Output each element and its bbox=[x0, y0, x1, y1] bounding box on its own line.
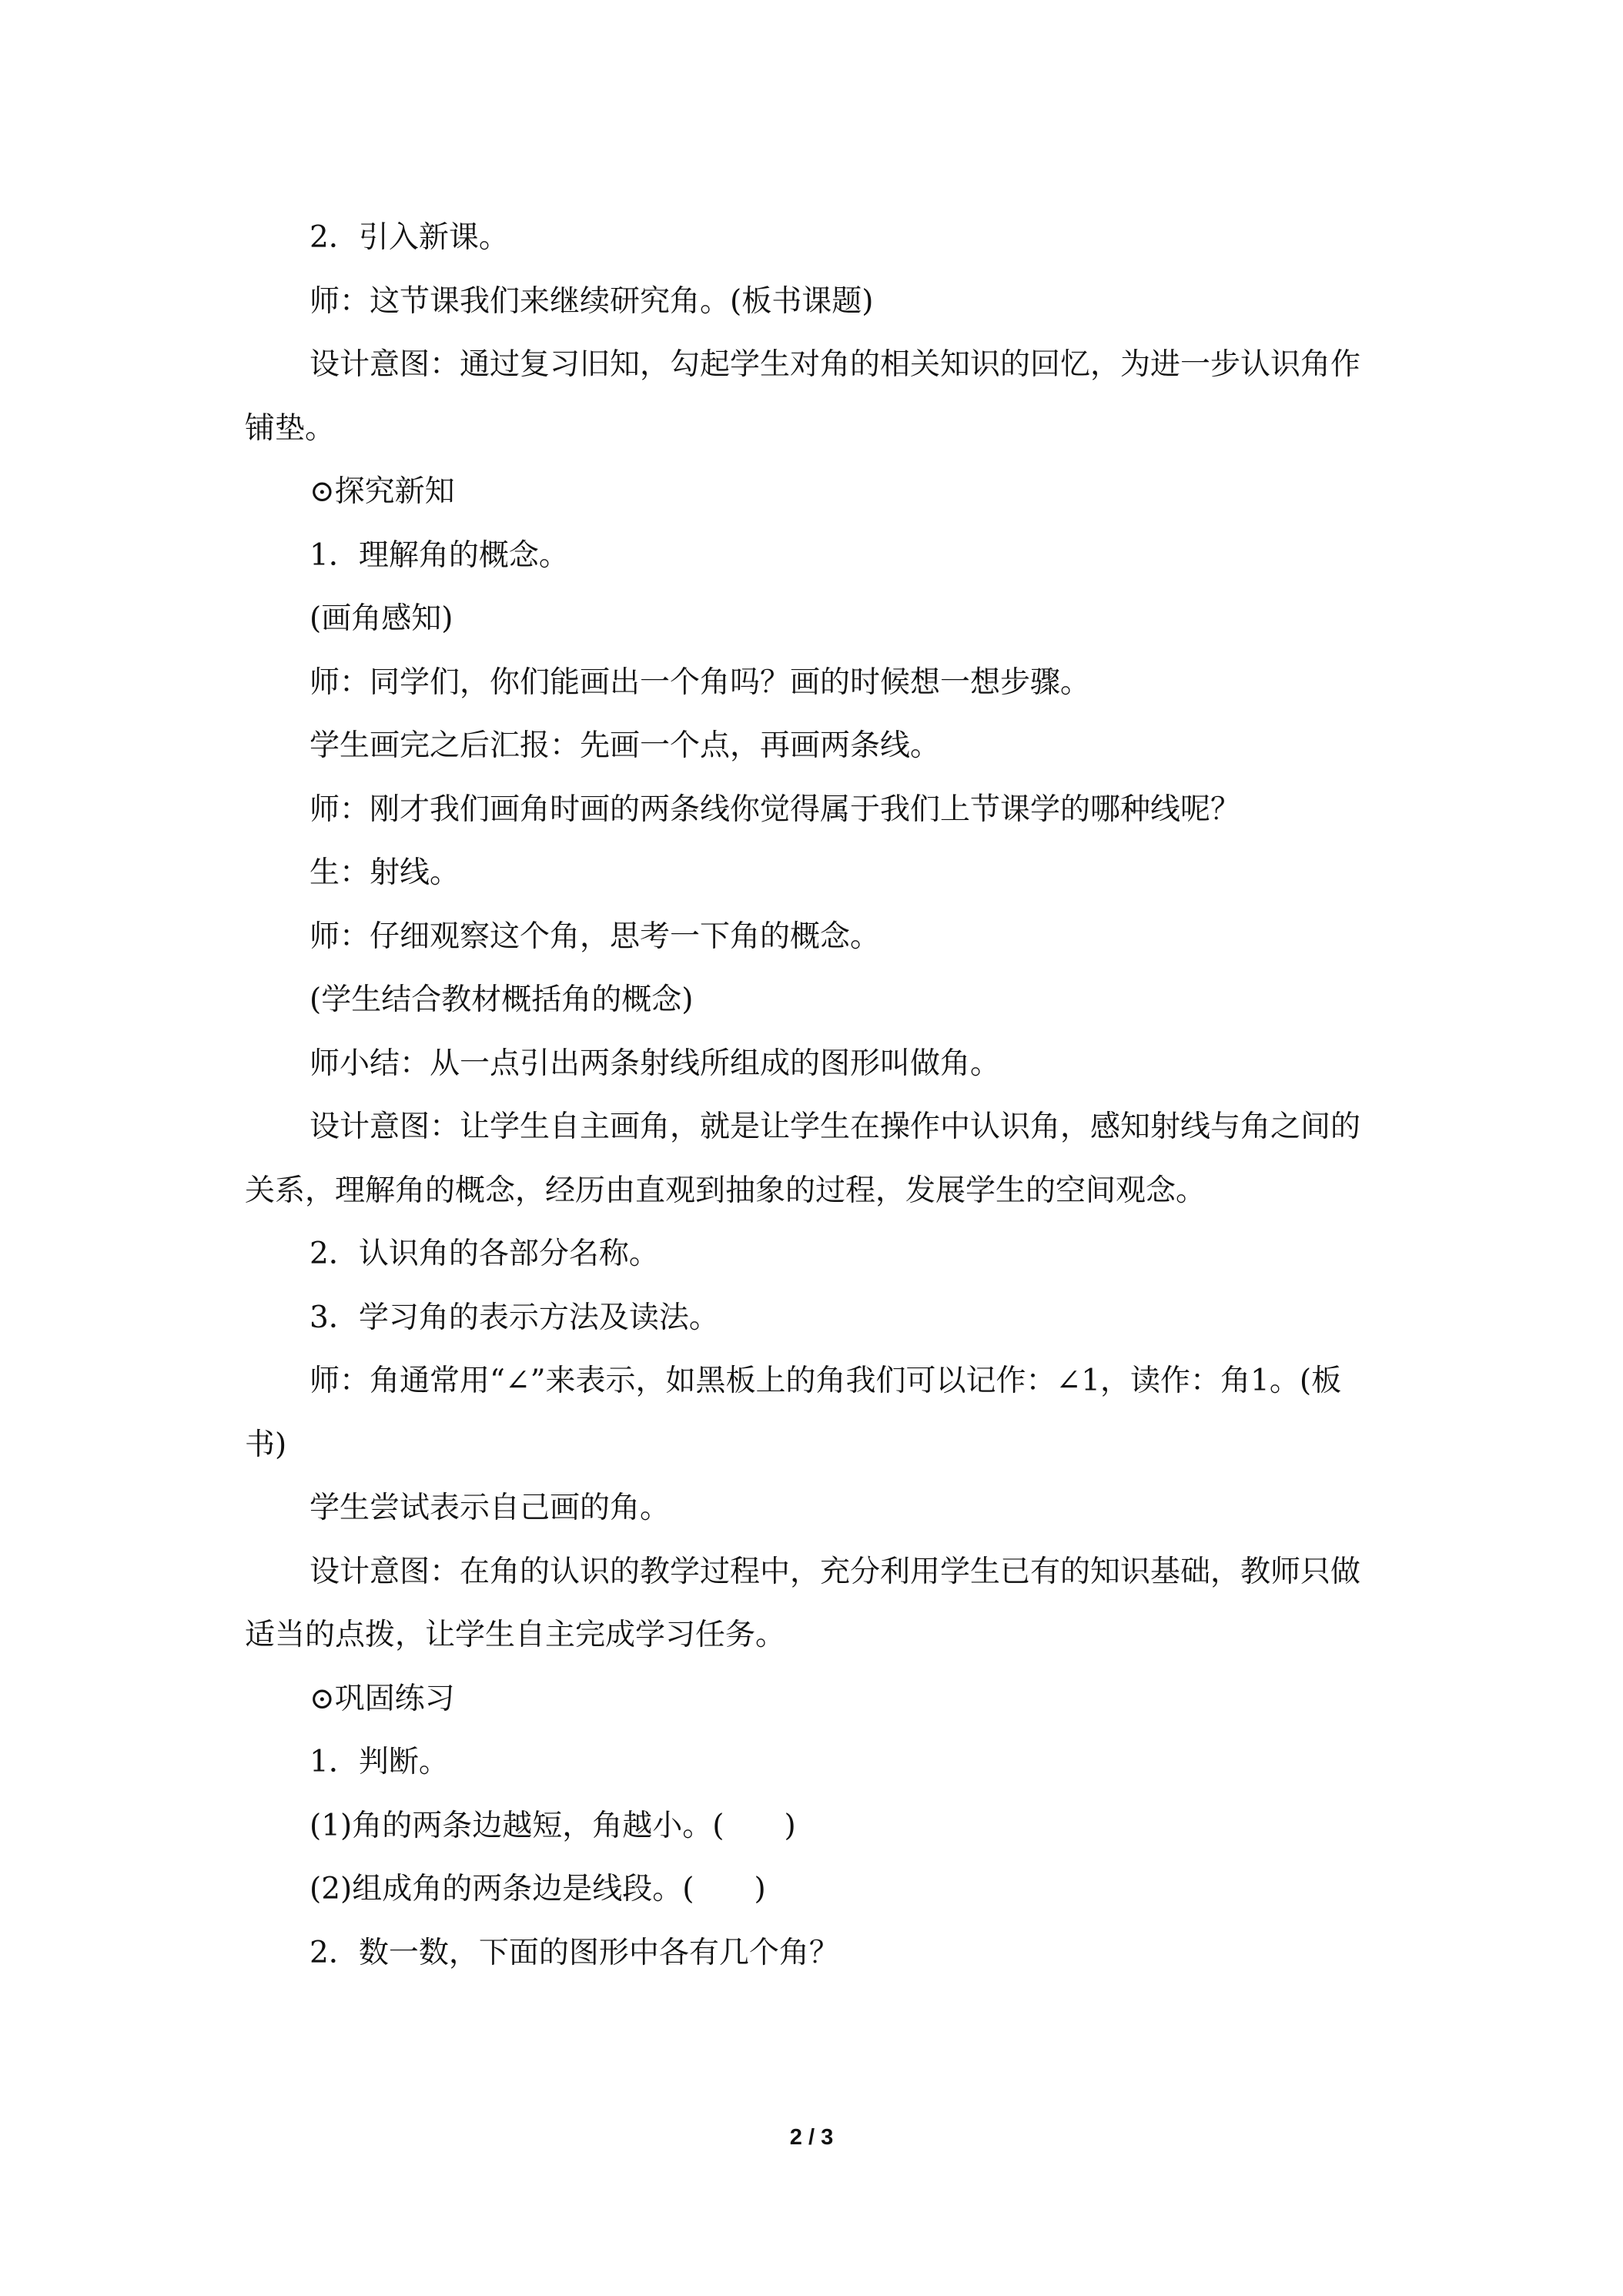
paragraph: 1．理解角的概念。 bbox=[310, 537, 569, 573]
paragraph: 1．判断。 bbox=[310, 1745, 449, 1779]
paragraph: 师：同学们，你们能画出一个角吗？画的时候想一想步骤。 bbox=[310, 664, 1091, 700]
paragraph: (2)组成角的两条边是线段。( ) bbox=[310, 1872, 766, 1906]
paragraph: 2．引入新课。 bbox=[310, 220, 509, 255]
paragraph: 师：这节课我们来继续研究角。(板书课题) bbox=[310, 283, 874, 319]
paragraph: 师：刚才我们画角时画的两条线你觉得属于我们上节课学的哪种线呢？ bbox=[310, 792, 1241, 827]
paragraph: 2．认识角的各部分名称。 bbox=[310, 1237, 659, 1271]
paragraph: 学生尝试表示自己画的角。 bbox=[310, 1491, 671, 1525]
paragraph: (1)角的两条边越短，角越小。( ) bbox=[310, 1808, 796, 1843]
paragraph: 设计意图：让学生自主画角，就是让学生在操作中认识角，感知射线与角之间的关系，理解角的概念，经历由直观到抽象的过程，发展学生的空间观念。 bbox=[245, 1110, 1361, 1208]
paragraph: 设计意图：在角的认识的教学过程中，充分利用学生已有的知识基础，教师只做适当的点拨，让学生自主完成学习任务。 bbox=[245, 1554, 1361, 1652]
section-heading: ⊙探究新知 bbox=[310, 474, 455, 509]
paragraph: 师：仔细观察这个角，思考一下角的概念。 bbox=[310, 919, 881, 954]
paragraph: 设计意图：通过复习旧知，勾起学生对角的相关知识的回忆，为进一步认识角作铺垫。 bbox=[245, 347, 1361, 446]
paragraph: 3．学习角的表示方法及读法。 bbox=[310, 1300, 719, 1335]
paragraph: (学生结合教材概括角的概念) bbox=[310, 982, 694, 1017]
page-number: 2 / 3 bbox=[789, 2125, 834, 2150]
paragraph: 2．数一数，下面的图形中各有几个角？ bbox=[310, 1935, 839, 1970]
paragraph: 师：角通常用“∠”来表示，如黑板上的角我们可以记作：∠1，读作：角1。(板书) bbox=[245, 1364, 1342, 1462]
section-heading: ⊙巩固练习 bbox=[310, 1681, 455, 1716]
paragraph: 生：射线。 bbox=[310, 855, 460, 890]
document-body bbox=[245, 206, 1377, 1985]
paragraph: (画角感知) bbox=[310, 601, 453, 636]
paragraph: 师小结：从一点引出两条射线所组成的图形叫做角。 bbox=[310, 1046, 1001, 1081]
paragraph: 学生画完之后汇报：先画一个点，再画两条线。 bbox=[310, 728, 941, 763]
